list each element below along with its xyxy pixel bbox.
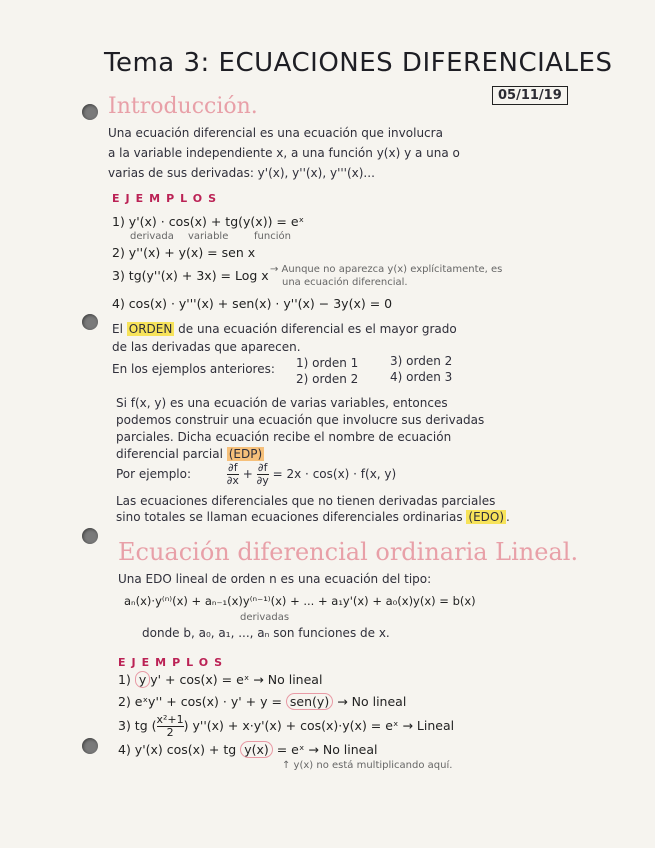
orden-2: 2) orden 2 bbox=[296, 372, 359, 386]
orden-4: 4) orden 3 bbox=[390, 370, 453, 384]
example-3: 3) tg(y''(x) + 3x) = Log x bbox=[112, 268, 269, 283]
circled-term: y bbox=[135, 671, 150, 688]
example-text: 1) bbox=[118, 672, 131, 687]
orden-examples-intro: En los ejemplos anteriores: bbox=[112, 362, 275, 376]
orden-line: de las derivadas que aparecen. bbox=[112, 340, 301, 354]
fraction-numerator: x²+1 bbox=[156, 713, 184, 726]
edp-highlight: (EDP) bbox=[228, 447, 263, 461]
date-box: 05/11/19 bbox=[492, 86, 568, 105]
fraction-denominator: ∂y bbox=[256, 474, 269, 487]
lineal-donde: donde b, a₀, a₁, ..., aₙ son funciones de x. bbox=[142, 626, 390, 640]
edp-text: diferencial parcial bbox=[116, 447, 223, 461]
example-3-note: una ecuación diferencial. bbox=[282, 277, 408, 288]
edp-line: podemos construir una ecuación que involucre sus derivadas bbox=[116, 413, 485, 427]
fraction-numerator: ∂f bbox=[257, 461, 268, 474]
circled-term: sen(y) bbox=[286, 693, 333, 710]
circled-term: y(x) bbox=[240, 741, 273, 758]
orden-text: de una ecuación diferencial es el mayor grado bbox=[178, 322, 457, 336]
intro-line: varias de sus derivadas: y'(x), y''(x), y'''(x)... bbox=[108, 166, 375, 180]
example-2: 2) y''(x) + y(x) = sen x bbox=[112, 245, 256, 260]
edo-highlight: (EDO) bbox=[468, 510, 505, 524]
lineal-intro: Una EDO lineal de orden n es una ecuación del tipo: bbox=[118, 572, 432, 586]
example-text: y''(x) + x·y'(x) + cos(x)·y(x) = eˣ → Lineal bbox=[192, 718, 455, 733]
fraction bbox=[227, 462, 239, 487]
binder-hole bbox=[82, 738, 98, 754]
edo-line bbox=[116, 510, 510, 524]
binder-hole bbox=[82, 528, 98, 544]
fraction-denominator: ∂x bbox=[226, 474, 239, 487]
note-funcion: función bbox=[254, 231, 291, 242]
page-title: Tema 3: ECUACIONES DIFERENCIALES bbox=[104, 48, 613, 78]
edp-line bbox=[116, 447, 264, 461]
example-text: 4) y'(x) cos(x) + tg bbox=[118, 742, 237, 757]
edo-line: Las ecuaciones diferenciales que no tienen derivadas parciales bbox=[116, 494, 496, 508]
edp-line: Si f(x, y) es una ecuación de varias variables, entonces bbox=[116, 396, 448, 410]
note-variable: variable bbox=[188, 231, 229, 242]
orden-text: El bbox=[112, 322, 123, 336]
intro-line: Una ecuación diferencial es una ecuación que involucra bbox=[108, 126, 443, 140]
note-derivadas: derivadas bbox=[240, 612, 290, 623]
example-4: 4) cos(x) · y'''(x) + sen(x) · y''(x) − 3y(x) = 0 bbox=[112, 296, 393, 311]
orden-3: 3) orden 2 bbox=[390, 354, 453, 368]
example-1: 1) y'(x) · cos(x) + tg(y(x)) = eˣ bbox=[112, 214, 305, 229]
example-text: → No lineal bbox=[337, 694, 407, 709]
lineal-heading: Ecuación diferencial ordinaria Lineal. bbox=[118, 538, 579, 566]
lineal-formula: aₙ(x)·y⁽ⁿ⁾(x) + aₙ₋₁(x)y⁽ⁿ⁻¹⁾(x) + ... + a₁y'(x) + a₀(x)y(x) = b(x) bbox=[124, 594, 476, 608]
examples-label: EJEMPLOS bbox=[112, 192, 223, 205]
example-4-note: ↑ y(x) no está multiplicando aquí. bbox=[282, 760, 453, 771]
binder-hole bbox=[82, 314, 98, 330]
fraction-numerator: ∂f bbox=[228, 461, 238, 474]
lineal-example-4 bbox=[118, 742, 378, 757]
lineal-example-3: 3) tg ( $\frac{\text{x²+1}}{2}$ ) y''(x) + x·y'(x) + cos(x)·y(x) = eˣ → Lineal bbox=[118, 713, 455, 739]
example-text: 2) eˣy'' + cos(x) · y' + y = bbox=[118, 694, 282, 709]
edp-line: parciales. Dicha ecuación recibe el nombre de ecuación bbox=[116, 430, 452, 444]
edp-example-label: Por ejemplo: bbox=[116, 467, 192, 481]
lineal-example-2 bbox=[118, 694, 406, 709]
edo-text: . bbox=[506, 510, 510, 524]
plus-sign: + bbox=[242, 467, 253, 481]
examples-label: EJEMPLOS bbox=[118, 656, 229, 669]
orden-highlight: ORDEN bbox=[128, 322, 173, 336]
example-3-note: → Aunque no aparezca y(x) explícitamente, es bbox=[270, 264, 503, 275]
binder-hole bbox=[82, 104, 98, 120]
fraction bbox=[257, 462, 269, 487]
example-text: 3) tg bbox=[118, 718, 148, 733]
example-text: = eˣ → No lineal bbox=[276, 742, 378, 757]
edp-rhs: = 2x · cos(x) · f(x, y) bbox=[272, 467, 397, 481]
lineal-example-1 bbox=[118, 672, 322, 687]
fraction-denominator: 2 bbox=[166, 726, 174, 739]
orden-line bbox=[112, 322, 457, 336]
orden-1: 1) orden 1 bbox=[296, 356, 359, 370]
intro-heading: Introducción. bbox=[108, 94, 258, 119]
intro-line: a la variable independiente x, a una función y(x) y a una o bbox=[108, 146, 460, 160]
note-derivada: derivada bbox=[130, 231, 174, 242]
edo-text: sino totales se llaman ecuaciones diferenciales ordinarias bbox=[116, 510, 463, 524]
edp-example bbox=[116, 462, 396, 487]
example-text: y' + cos(x) = eˣ → No lineal bbox=[150, 672, 323, 687]
fraction bbox=[157, 714, 184, 739]
